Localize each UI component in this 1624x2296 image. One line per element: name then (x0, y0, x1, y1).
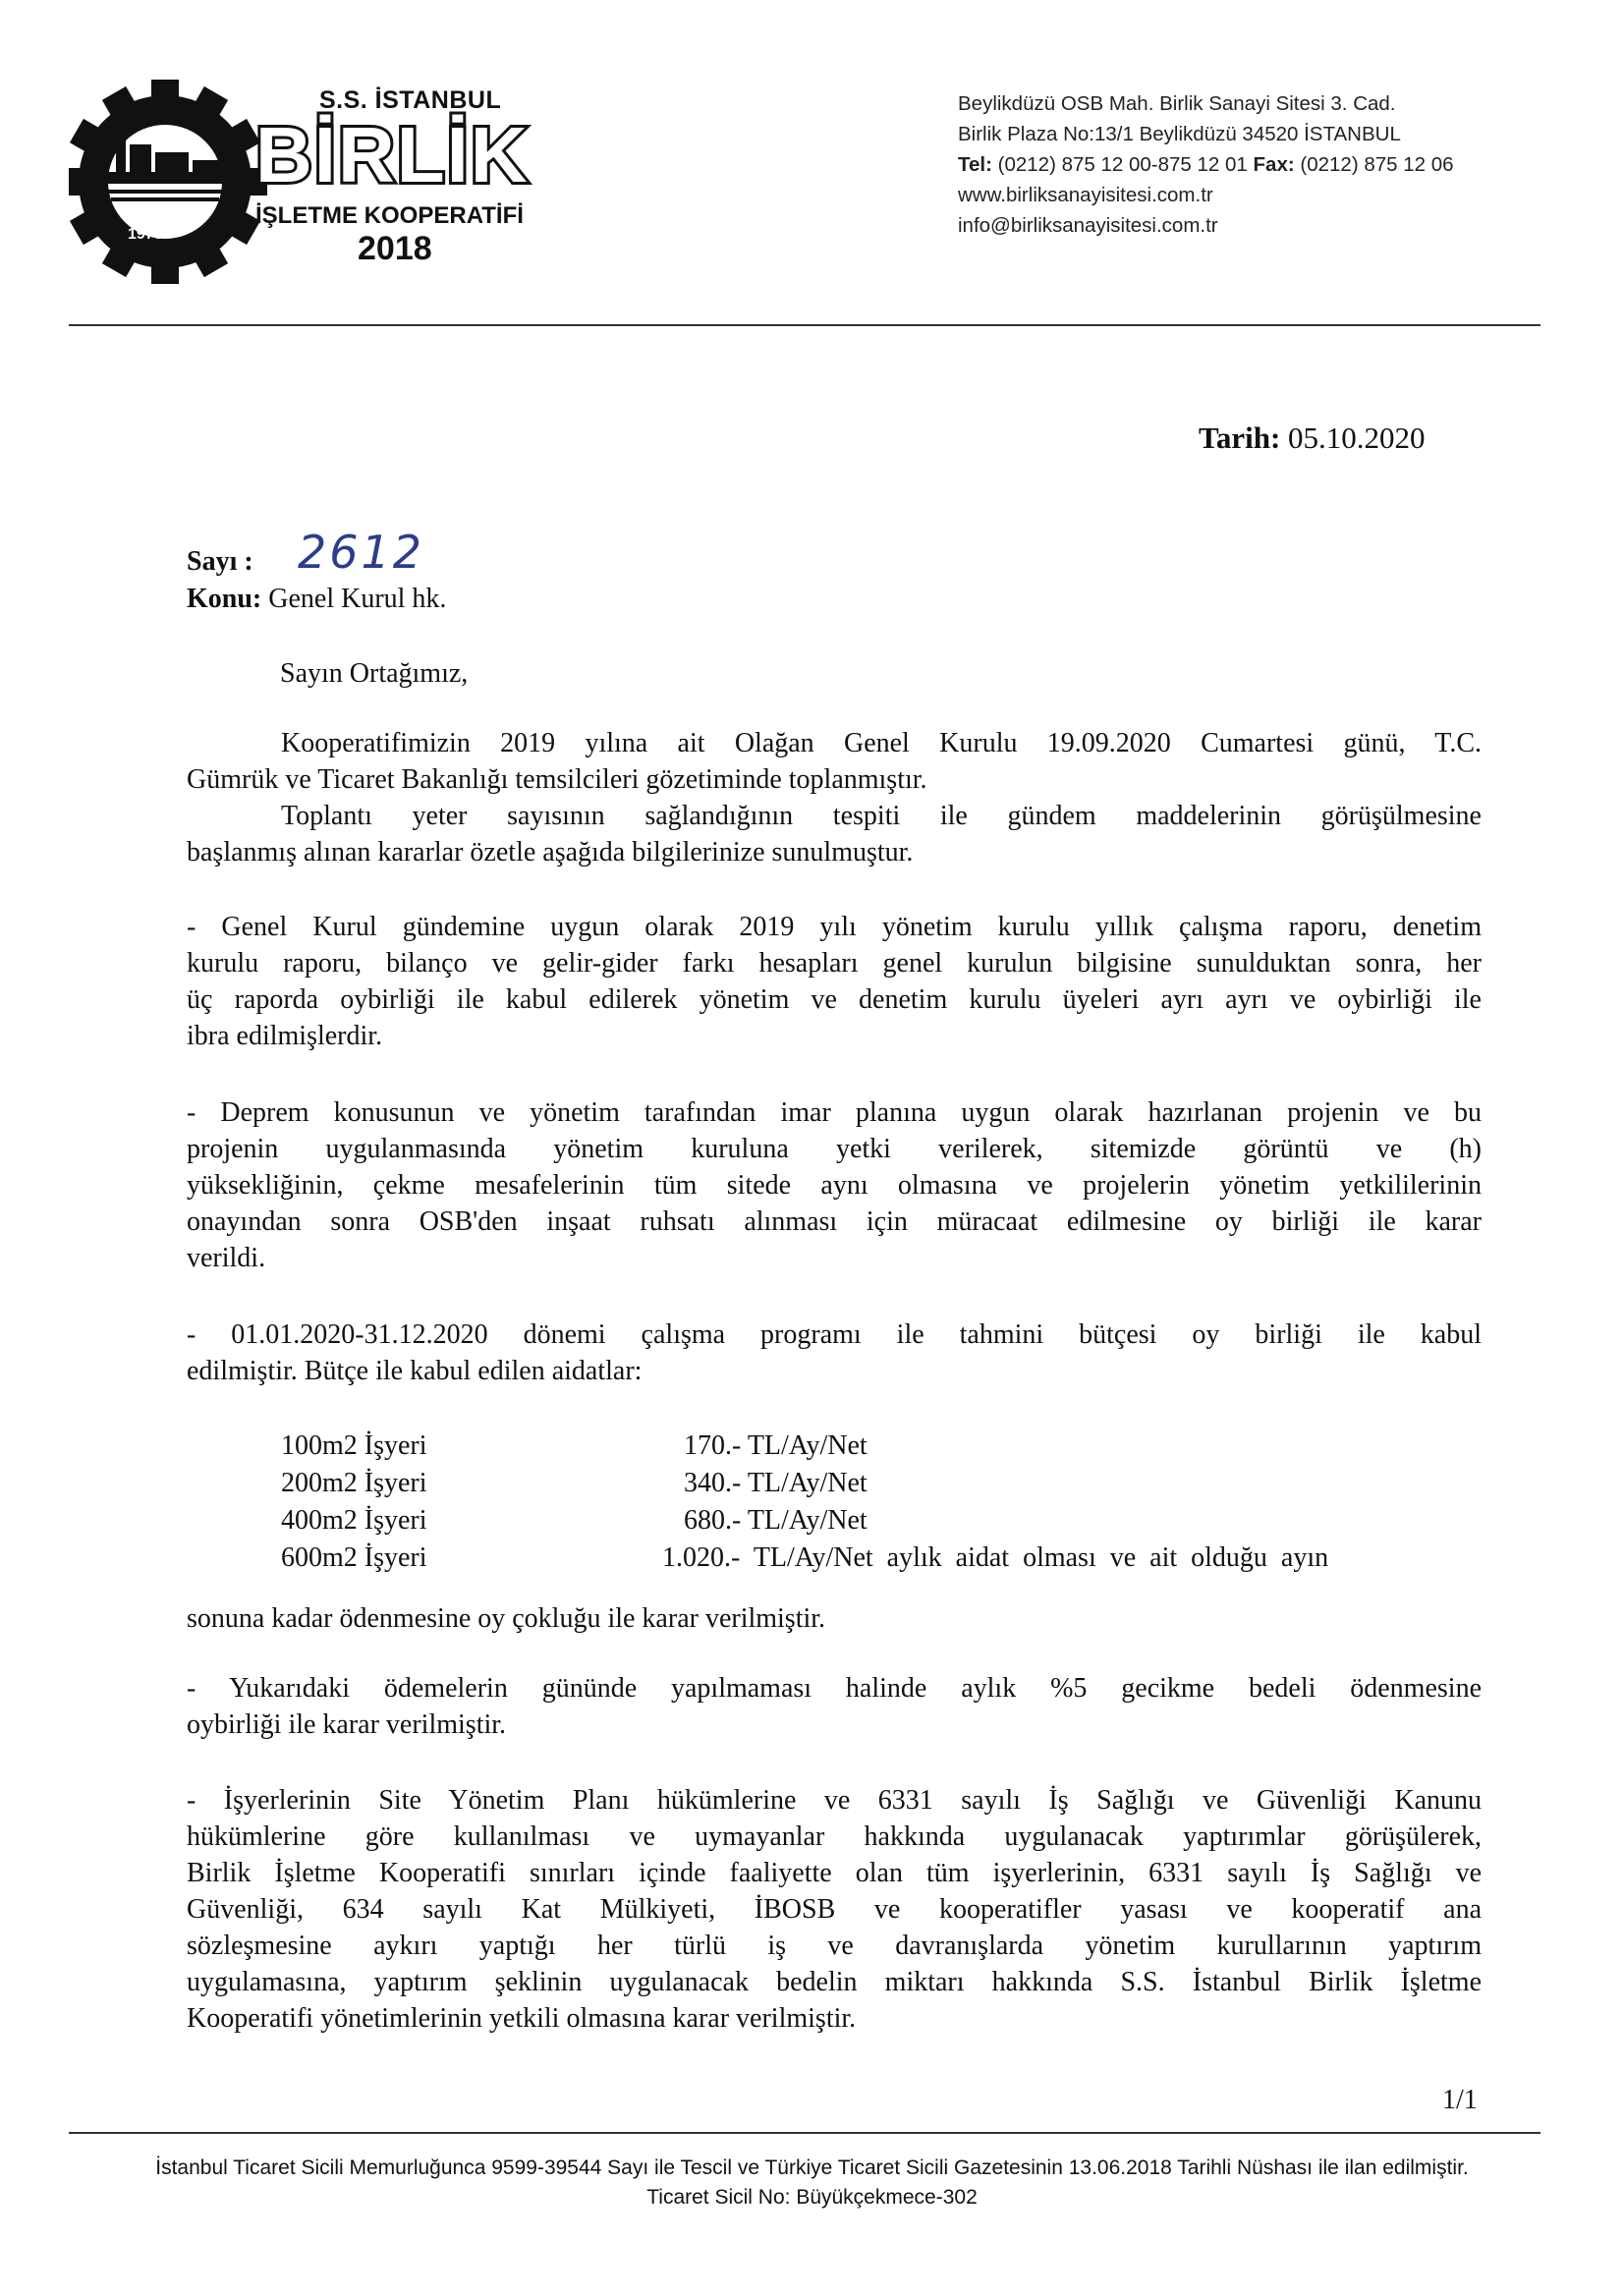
konu-label: Konu: (187, 584, 262, 614)
sayi-label: Sayı : (187, 546, 253, 577)
fax-label: Fax: (1253, 153, 1295, 176)
fee-area: 600m2 İşyeri (281, 1542, 427, 1573)
logo-prefix: S.S. İSTANBUL (319, 86, 502, 114)
fee-row (281, 1540, 1482, 1577)
konu-value: Genel Kurul hk. (268, 584, 447, 614)
footer-line: İstanbul Ticaret Sicili Memurluğunca 9599-39544 Sayı ile Tescil ve Türkiye Ticaret Sicili Gazetesinin 13.06.2018 Tarihli Nüshası ile ilan edilmiştir. (155, 2156, 1469, 2179)
fee-area: 200m2 İşyeri (281, 1468, 427, 1498)
phone-fax-line (958, 149, 1587, 180)
paragraph-line: hükümlerine göre kullanılması ve uymayanlar hakkında uygulanacak yaptırımlar görüşülerek, (187, 1821, 1482, 1852)
fee-amount: 1.020.- TL/Ay/Net aylık aidat olması ve ait olduğu ayın (662, 1542, 1329, 1573)
header-divider (69, 324, 1540, 326)
company-address-block (958, 88, 1587, 241)
logo-name: BİRLİK (255, 111, 530, 198)
letter-date (1199, 420, 1426, 456)
paragraph-line: Kooperatifimizin 2019 yılına ait Olağan Genel Kurulu 19.09.2020 Cumartesi günü, T.C. (281, 728, 1482, 758)
paragraph-line: - Yukarıdaki ödemelerin gününde yapılmaması halinde aylık %5 gecikme bedeli ödenmesine (187, 1673, 1482, 1704)
website-link[interactable]: www.birliksanayisitesi.com.tr (958, 184, 1213, 206)
paragraph-line: ibra edilmişlerdir. (187, 1021, 383, 1051)
fee-area: 100m2 İşyeri (281, 1430, 427, 1461)
fee-row (281, 1502, 1482, 1540)
paragraph-line: onayından sonra OSB'den inşaat ruhsatı alınması için müracaat edilmesine oy birliği ile karar (187, 1206, 1482, 1237)
paragraph-line: - 01.01.2020-31.12.2020 dönemi çalışma programı ile tahmini bütçesi oy birliği ile kabul (187, 1319, 1482, 1350)
paragraph-2-cont (187, 834, 1482, 870)
paragraph-line: projenin uygulanmasında yönetim kuruluna yetki verilerek, sitemizde görüntü ve (h) (187, 1134, 1482, 1164)
paragraph-1 (281, 725, 1482, 761)
logo-founded-year: 1975 (128, 226, 163, 243)
paragraph-line: verildi. (187, 1243, 266, 1273)
paragraph-line: uygulamasına, yaptırım şeklinin uygulanacak bedelin miktarı hakkında S.S. İstanbul Birlik İşletme (187, 1967, 1482, 1997)
registry-footer (59, 2154, 1565, 2212)
fee-row (281, 1465, 1482, 1502)
tel-number: (0212) 875 12 00-875 12 01 (997, 153, 1248, 176)
paragraph-line: Güvenliği, 634 sayılı Kat Mülkiyeti, İBOSB ve kooperatifler yasası ve kooperatif ana (187, 1894, 1482, 1925)
paragraph-7 (187, 1782, 1482, 2037)
paragraph-5-end (187, 1600, 1482, 1637)
paragraph-6 (187, 1670, 1482, 1743)
paragraph-2 (281, 798, 1482, 834)
paragraph-line: Toplantı yeter sayısının sağlandığının tespiti ile gündem maddelerinin görüşülmesine (281, 801, 1482, 831)
date-value: 05.10.2020 (1288, 420, 1426, 455)
fee-amount: 170.- TL/Ay/Net (684, 1430, 868, 1461)
paragraph-line: oybirliği ile karar verilmiştir. (187, 1709, 507, 1740)
paragraph-line: sözleşmesine aykırı yaptığı her türlü iş ve davranışlarda yönetim kurullarının yaptırım (187, 1931, 1482, 1961)
greeting: Sayın Ortağımız, (280, 658, 469, 689)
paragraph-line: kurulu raporu, bilanço ve gelir-gider farkı hesapları genel kurulun bilgisine sunulduktan sonra, her (187, 948, 1482, 979)
paragraph-1-cont (187, 761, 1482, 798)
paragraph-line: - Deprem konusunun ve yönetim tarafından imar planına uygun olarak hazırlanan projenin ve bu (187, 1097, 1482, 1128)
fee-row (281, 1428, 1482, 1465)
paragraph-3 (187, 909, 1482, 1054)
paragraph-5 (187, 1316, 1482, 1389)
date-label: Tarih: (1199, 420, 1281, 455)
paragraph-line: - İşyerlerinin Site Yönetim Planı hükümlerine ve 6331 sayılı İş Sağlığı ve Güvenliği Kanunu (187, 1785, 1482, 1816)
paragraph-line: - Genel Kurul gündemine uygun olarak 2019 yılı yönetim kurulu yıllık çalışma raporu, denetim (187, 912, 1482, 942)
paragraph-line: Kooperatifi yönetimlerinin yetkili olmasına karar verilmiştir. (187, 2003, 857, 2034)
fax-number: (0212) 875 12 06 (1300, 153, 1454, 176)
tel-label: Tel: (958, 153, 992, 176)
email-link[interactable]: info@birliksanayisitesi.com.tr (958, 214, 1218, 237)
paragraph-line: sonuna kadar ödenmesine oy çokluğu ile karar verilmiştir. (187, 1603, 826, 1634)
footer-line: Ticaret Sicil No: Büyükçekmece-302 (646, 2186, 978, 2209)
logo-subtitle: İŞLETME KOOPERATİFİ (255, 202, 524, 229)
paragraph-line: edilmiştir. Bütçe ile kabul edilen aidatlar: (187, 1356, 643, 1386)
konu-line (187, 584, 446, 615)
paragraph-line: Gümrük ve Ticaret Bakanlığı temsilcileri gözetiminde toplanmıştır. (187, 764, 927, 795)
paragraph-line: başlanmış alınan kararlar özetle aşağıda bilgilerinize sunulmuştur. (187, 837, 914, 868)
paragraph-line: üç raporda oybirliği ile kabul edilerek yönetim ve denetim kurulu üyeleri ayrı ayrı ve oybirliği ile (187, 984, 1482, 1015)
sayi-handwritten-number: 2612 (298, 526, 425, 579)
fee-area: 400m2 İşyeri (281, 1505, 427, 1536)
paragraph-line: yüksekliğinin, çekme mesafelerinin tüm sitede aynı olmasına ve projelerin yönetim yetkililerinin (187, 1170, 1482, 1201)
company-logo (69, 69, 530, 295)
fee-table (281, 1428, 1482, 1577)
page-number: 1/1 (1442, 2085, 1478, 2115)
footer-divider (69, 2132, 1540, 2134)
paragraph-4 (187, 1094, 1482, 1276)
fee-amount: 340.- TL/Ay/Net (684, 1468, 868, 1498)
address-line: Birlik Plaza No:13/1 Beylikdüzü 34520 İSTANBUL (958, 123, 1401, 145)
paragraph-line: Birlik İşletme Kooperatifi sınırları içinde faaliyette olan tüm işyerlerinin, 6331 sayılı İş Sağlığı ve (187, 1858, 1482, 1888)
address-line: Beylikdüzü OSB Mah. Birlik Sanayi Sitesi 3. Cad. (958, 92, 1396, 115)
fee-amount: 680.- TL/Ay/Net (684, 1505, 868, 1536)
logo-year: 2018 (358, 230, 432, 267)
